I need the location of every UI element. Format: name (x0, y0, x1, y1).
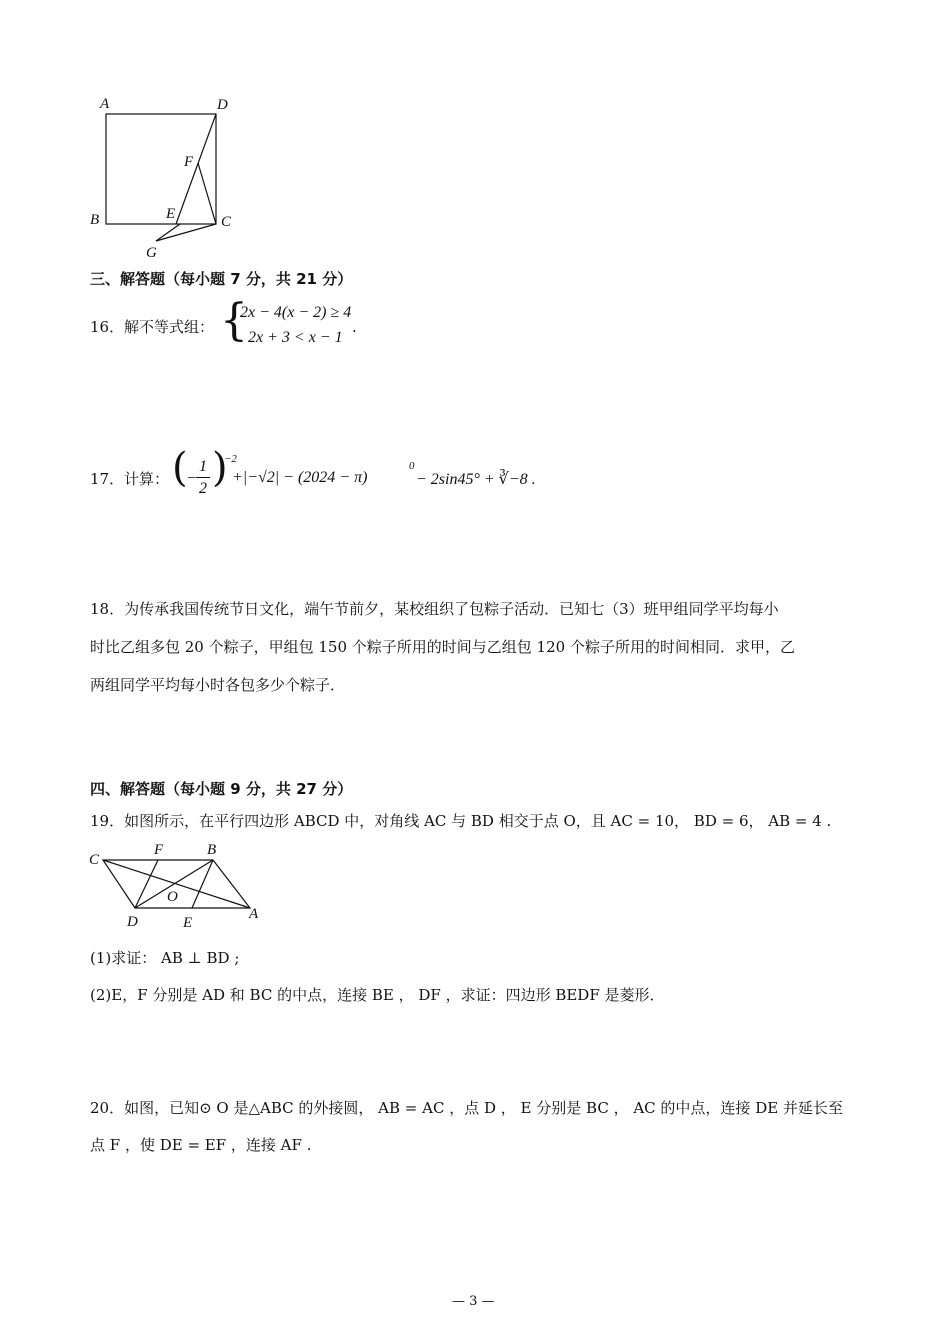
q16-text: 解不等式组： (124, 318, 215, 336)
label-E: E (166, 206, 176, 222)
q17-minus: − (186, 470, 197, 487)
q19-sub-1: (1)求证： AB ⊥ BD ; (90, 949, 240, 967)
q16-number: 16． (90, 318, 125, 336)
figure-parallelogram-abcd (85, 838, 270, 933)
page-number: — 3 — (452, 1294, 495, 1309)
q18-line-3: 两组同学平均每小时各包多少个粽子． (90, 676, 346, 694)
segment-cg (156, 224, 216, 241)
q17-open-paren: ( (172, 445, 188, 491)
q17-frac-den: 2 (199, 480, 207, 497)
label-B: B (207, 842, 217, 858)
q17-part-2: +|−√2| − (2024 − π) (232, 469, 368, 486)
q17-part-3: − 2sin45° + ∛−8 . (416, 471, 536, 488)
q17-exponent-2: 0 (409, 460, 415, 472)
label-E: E (183, 915, 193, 931)
label-F: F (154, 842, 164, 858)
q17-number: 17． (90, 470, 125, 488)
label-D: D (217, 97, 228, 113)
q18-line-2: 时比乙组多包 20 个粽子，甲组包 150 个粽子所用的时间与乙组包 120 个粽子所用的时间相同．求甲，乙 (90, 638, 795, 656)
label-C: C (89, 852, 100, 868)
q17-close-paren: ) (212, 445, 228, 491)
q18-line-1: 18．为传承我国传统节日文化，端午节前夕，某校组织了包粽子活动．已知七（3）班甲组同学平均每小 (90, 600, 779, 618)
q16-brace: { (220, 295, 248, 346)
section-4-title: 四、解答题（每小题 9 分，共 27 分） (90, 780, 353, 798)
q19-statement: 19．如图所示，在平行四边形 ABCD 中，对角线 AC 与 BD 相交于点 O，且 AC = 10， BD = 6， AB = 4 . (90, 812, 832, 830)
q20-line-2: 点 F ，使 DE = EF ，连接 AF . (90, 1136, 312, 1154)
label-G: G (146, 245, 157, 261)
label-A: A (249, 906, 259, 922)
label-F: F (184, 154, 194, 170)
label-O: O (167, 889, 178, 905)
q16-inequality-2: 2x + 3 < x − 1 (248, 329, 343, 346)
label-C: C (221, 214, 232, 230)
label-A: A (100, 96, 110, 112)
label-D: D (127, 914, 138, 930)
q16-period: . (352, 318, 357, 336)
segment-fc (198, 163, 216, 224)
section-3-title: 三、解答题（每小题 7 分，共 21 分） (90, 270, 353, 288)
q17-text: 计算： (124, 470, 170, 488)
segment-ge (156, 224, 180, 241)
q17-frac-num: 1 (199, 458, 207, 475)
segment-de (176, 114, 216, 224)
segment-be (192, 860, 213, 908)
q16-inequality-1: 2x − 4(x − 2) ≥ 4 (240, 304, 352, 321)
q17-frac-bar (196, 477, 210, 478)
q19-sub-2: (2)E，F 分别是 AD 和 BC 的中点，连接 BE ， DF ，求证：四边形 BEDF 是菱形． (90, 986, 665, 1004)
q17-exponent-1: −2 (224, 453, 237, 465)
q20-line-1: 20．如图，已知⊙ O 是△ABC 的外接圆， AB = AC ，点 D ， E 分别是 BC ， AC 的中点，连接 DE 并延长至 (90, 1099, 843, 1117)
label-B: B (90, 212, 100, 228)
figure-square-abcd (80, 90, 250, 265)
